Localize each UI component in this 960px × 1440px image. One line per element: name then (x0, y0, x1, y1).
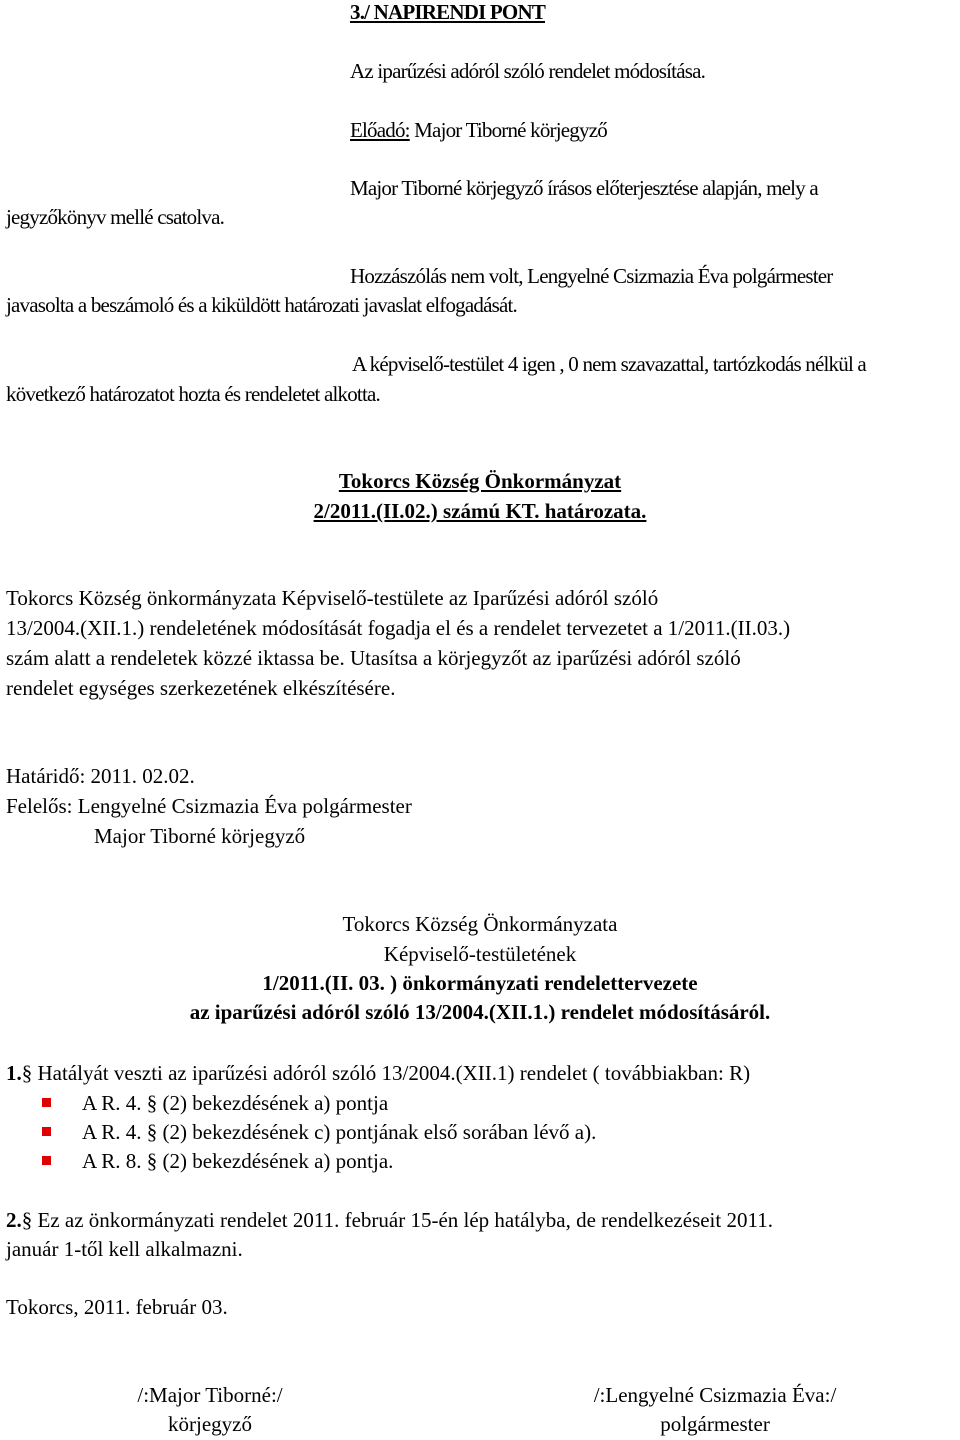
section-1-text: Hatályát veszti az iparűzési adóról szóló 13/2004.(XII.1) rendelet ( továbbiakban: R) (37, 1061, 751, 1085)
vote-line-2: következő határozatot hozta és rendeletet alkotta. (6, 382, 380, 406)
presenter-name: Major Tiborné körjegyző (414, 118, 607, 142)
bullet-item-3 (82, 1151, 393, 1172)
bullet-icon (42, 1156, 51, 1165)
resolution-body-1: Tokorcs Község önkormányzata Képviselő-testülete az Iparűzési adóról szóló (6, 586, 659, 610)
section-2-line-2: január 1-től kell alkalmazni. (6, 1237, 243, 1261)
signature-left-name: /:Major Tiborné:/ (137, 1383, 283, 1407)
decree-title-1: Tokorcs Község Önkormányzata (342, 912, 618, 936)
bullet-item-2 (82, 1122, 596, 1143)
section-sign-icon: § (146, 1091, 158, 1115)
resolution-body-4: rendelet egységes szerkezetének elkészítésére. (6, 676, 396, 700)
presenter-label: Előadó: (350, 118, 410, 142)
intro-line-1: Major Tiborné körjegyző írásos előterjesztése alapján, mely a (350, 176, 818, 200)
decree-title-4: az iparűzési adóról szóló 13/2004.(XII.1.) rendelet módosításáról. (189, 1000, 771, 1024)
resolution-title-1: Tokorcs Község Önkormányzat (338, 469, 622, 493)
deadline-line: Határidő: 2011. 02.02. (6, 764, 195, 788)
section-1-number: 1. (6, 1061, 22, 1085)
bullet-item-1 (82, 1093, 388, 1114)
vote-line-1: A képviselő-testület 4 igen , 0 nem szavazattal, tartózkodás nélkül a (352, 352, 866, 376)
resolution-body-2: 13/2004.(XII.1.) rendeletének módosítását fogadja el és a rendelet tervezetet a 1/2011.(II.03.) (6, 616, 791, 640)
signature-right-name: /:Lengyelné Csizmazia Éva:/ (593, 1383, 837, 1407)
presenter-line (350, 120, 607, 141)
section-sign-icon: § (21, 1061, 33, 1085)
place-date: Tokorcs, 2011. február 03. (6, 1295, 228, 1319)
signature-left-title: körjegyző (168, 1412, 252, 1436)
bullet-1-text: (2) bekezdésének a) pontja (162, 1091, 389, 1115)
section-2-text: Ez az önkormányzati rendelet 2011. február 15-én lép hatályba, de rendelkezéseit 2011. (37, 1208, 773, 1232)
bullet-1-ref: A R. 4. (82, 1091, 142, 1115)
decree-title-3: 1/2011.(II. 03. ) önkormányzati rendelettervezete (262, 971, 698, 995)
intro-line-2: jegyzőkönyv mellé csatolva. (6, 205, 225, 229)
bullet-3-ref: A R. 8. (82, 1149, 142, 1173)
decree-title-2: Képviselő-testületének (383, 942, 577, 966)
signature-right-title: polgármester (660, 1412, 770, 1436)
bullet-icon (42, 1098, 51, 1107)
section-sign-icon: § (21, 1208, 33, 1232)
bullet-2-ref: A R. 4. (82, 1120, 142, 1144)
subject-line: Az iparűzési adóról szóló rendelet módosítása. (350, 59, 706, 83)
bullet-3-text: (2) bekezdésének a) pontja. (162, 1149, 394, 1173)
section-sign-icon: § (146, 1149, 158, 1173)
section-sign-icon: § (146, 1120, 158, 1144)
discussion-line-2: javasolta a beszámoló és a kiküldött határozati javaslat elfogadását. (6, 293, 518, 317)
resolution-title-2: 2/2011.(II.02.) számú KT. határozata. (313, 499, 647, 523)
section-1 (6, 1063, 750, 1084)
responsible-line-2: Major Tiborné körjegyző (94, 824, 306, 848)
section-2-number: 2. (6, 1208, 22, 1232)
section-2 (6, 1210, 773, 1231)
responsible-line: Felelős: Lengyelné Csizmazia Éva polgármester (6, 794, 412, 818)
bullet-icon (42, 1127, 51, 1136)
agenda-heading: 3./ NAPIRENDI PONT (350, 0, 546, 24)
bullet-2-text: (2) bekezdésének c) pontjának első sorában lévő a). (162, 1120, 597, 1144)
resolution-body-3: szám alatt a rendeletek közzé iktassa be. Utasítsa a körjegyzőt az iparűzési adóról szóló (6, 646, 741, 670)
discussion-line-1: Hozzászólás nem volt, Lengyelné Csizmazia Éva polgármester (350, 264, 833, 288)
